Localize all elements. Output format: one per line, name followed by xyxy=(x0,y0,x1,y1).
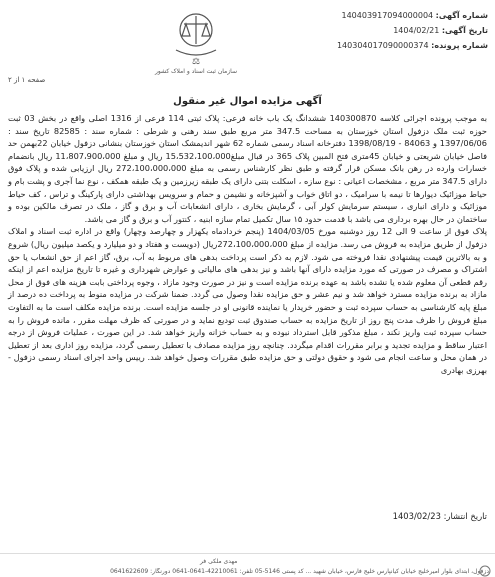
notice-number-row xyxy=(288,8,488,23)
emblem-icon xyxy=(126,6,266,68)
signer-name: مهدی ملکی فر xyxy=(200,558,238,565)
publish-date-label: تاریخ انتشار: xyxy=(443,511,487,521)
footer xyxy=(0,553,495,577)
notice-date-label: تاریخ آگهی: xyxy=(441,26,488,35)
publish-date: 1403/02/23 xyxy=(392,511,441,521)
file-number: 140304017090000374 xyxy=(336,41,429,50)
notice-number-label: شماره آگهی: xyxy=(435,11,488,20)
organization-name: سازمان ثبت اسناد و املاک کشور xyxy=(154,68,238,75)
svg-text:⚖: ⚖ xyxy=(191,57,201,67)
notice-date: 1404/02/21 xyxy=(393,26,440,35)
file-number-row xyxy=(288,38,488,53)
property-description: به موجب پرونده اجرائی کلاسه 140300870 ششدانگ یک باب خانه فرعی: پلاک ثبتی 114 فرعی از 1316 اصلی واقع در بخش 03 ثبت حوزه ثبت ملک دزفول استان خوزستان به مساحت 347.5 متر مربع طبق سند رهنی و شرطی : شماره سند : 82585 تاریخ سند : 1397/06/06 و 84063 - 1398/08/19 دفترخانه اسناد رسمی شماره 62 شهر اندیمشک استان خوزستان بنشانی دزفول خیابان 22بهمن حد فاصل خیابان شریعتی و خیابان 45متری فتح المبین پلاک 365 در قبال مبلغ15،532،100،000 ریال و مبلغ 11،807،900،000 ریال بانضمام خسارات وارده در رهن بانک مسکن قرار گرفته و طبق نظر کارشناس رسمی به مبلغ 272،100،000،000 ریال ارزیابی شده و پلاک فوق دارای 347.5 متر مربع ، مشخصات اعیانی : نوع سازه ، اسکلت بتنی دارای یک طبقه زیرزمین و یک طبقه همکف ، نوع نما آجری و پشت بام و حیاط موزائیک دیوارها تا نیمه با سرامیک ، دو اتاق خواب و آشپزخانه و نشیمن و حمام و سرویس بهداشتی دارای پارکینگ و تراس ، کف حیاط موزائیک و دارای انباری ، سیستم سرمایش کولر آبی ، گرمایش بخاری ، دارای انشعابات آب و برق و گاز ، ملک در تصرف مالکین بوده و ساختمان در حال بهره برداری می باشد با قدمت حدود ۱۵ سال تکمیل تمام سازه ابنیه ، کنتور آب و برق و گاز می باشد. xyxy=(8,113,488,224)
page-number: صفحه ۱ از ۲ xyxy=(8,76,46,84)
small-emblem-icon xyxy=(479,565,491,577)
registry-logo xyxy=(126,6,266,86)
auction-terms: پلاک فوق از ساعت 9 الی 12 روز دوشنبه مورخ 1404/03/05 (پنجم خردادماه یکهزار و چهارصد وچهار) واقع در اداره ثبت اسناد و املاک دزفول از طریق مزایده به فروش می رسد. مزایده از مبلغ 272،100،000،000ریال (دویست و هفتاد و دو میلیارد و یکصد میلیون ریال) شروع و به بالاترین قیمت پیشنهادی نقدا فروخته می شود. لازم به ذکر است پرداخت بدهی های مربوط به آب، برق، گاز اعم از حق انشعاب یا حق اشتراک و مصرف در صورتی که مورد مزایده دارای آنها باشد و نیز بدهی های مالیاتی و عوارض شهرداری و غیره تا تاریخ مزایده اعم از اینکه رقم قطعی آن معلوم شده یا نشده باشد به عهده برنده مزایده است و نیز در صورت وجود مازاد ، وجوه پرداختی بابت هزینه های فوق از محل مازاد به برنده مزایده مسترد خواهد شد و نیم عشر و حق مزایده نقدا وصول می گردد. ضمنا شرکت در مزایده منوط به پرداخت ده درصد از مبلغ پایه کارشناسی به حساب سپرده ثبت و حضور خریدار یا نماینده قانونی او در جلسه مزایده است. برنده مزایده مکلف است ما به التفاوت مبلغ فروش را ظرف مدت پنج روز از تاریخ مزایده به حساب صندوق ثبت تودیع نماید و در صورتی که ظرف مهلت مقرر ، مانده فروش را به حساب سپرده ثبت واریز نکند ، مبلغ مذکور قابل استرداد نبوده و به حساب خزانه واریز خواهد شد. در این صورت ، عملیات فروش از درجه اعتبار ساقط و مزایده تجدید و برابر مقررات اقدام میگردد. چنانچه روز مزایده مصادف با تعطیل رسمی گردد، مزایده روز اداری بعد از تعطیل در همان محل و ساعت انجام می شود و حقوق دولتی و حق مزایده طبق مقررات وصول خواهد شد. رییس واحد اجرای اسناد رسمی دزفول - بهرزی بهادری xyxy=(8,226,488,375)
office-address: دزفول، ابتدای بلوار امیرخلیج خیابان کیانپارس خلیج فارس، خیابان شهید ... کد پستی 5146-05 تلفن: 42210061-0641-0641 دورنگار: 0641622609 xyxy=(110,568,489,575)
publish-date-row xyxy=(0,510,487,523)
notice-title: آگهی مزایده اموال غیر منقول xyxy=(173,96,322,107)
notice-body xyxy=(8,112,487,376)
notice-date-row xyxy=(288,23,488,38)
file-number-label: شماره پرونده: xyxy=(431,41,488,50)
notice-meta xyxy=(288,8,488,53)
notice-number: 140403917094000004 xyxy=(341,11,434,20)
publish-date-block xyxy=(0,510,487,523)
